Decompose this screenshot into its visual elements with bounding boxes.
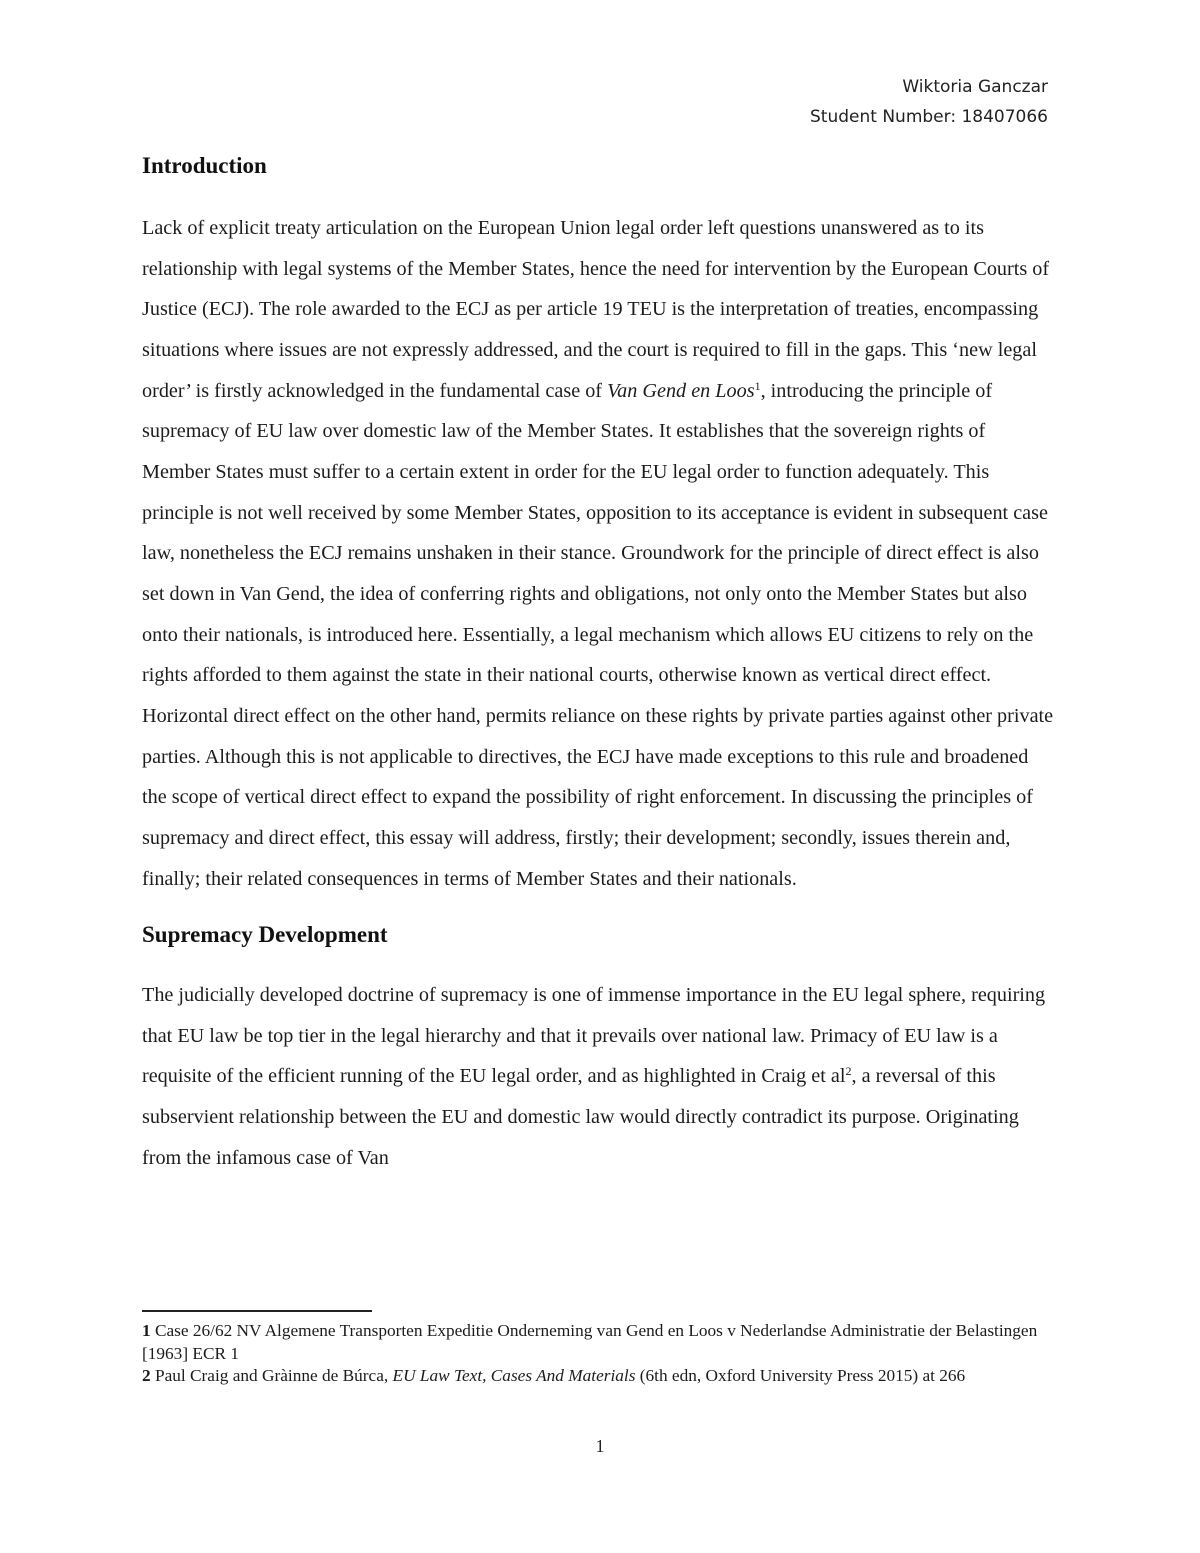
supremacy-text-part2: , a reversal of this subservient relationship between the EU and domestic law would directly contradict its purpose. Originating from the infamous case of Van bbox=[142, 1065, 1019, 1169]
footnote-1 bbox=[142, 1320, 1052, 1365]
supremacy-text-part1: The judicially developed doctrine of supremacy is one of immense importance in the EU legal sphere, requiring that EU law be top tier in the legal hierarchy and that it prevails over national law. Primacy of EU law is a requisite of the efficient running of the EU legal order, and as highlighted in Craig et al bbox=[142, 984, 1046, 1088]
footnote-book-title: EU Law Text, Cases And Materials bbox=[392, 1366, 636, 1385]
footnote-ref-2: 2 bbox=[845, 1064, 852, 1079]
student-number: 18407066 bbox=[961, 107, 1048, 127]
footnote-text-before: Paul Craig and Gràinne de Búrca, bbox=[150, 1366, 393, 1385]
case-name-van-gend: Van Gend en Loos bbox=[607, 379, 755, 402]
section-heading-supremacy: Supremacy Development bbox=[142, 922, 388, 948]
footnotes bbox=[142, 1320, 1052, 1388]
introduction-text-part1: Lack of explicit treaty articulation on the European Union legal order left questions unanswered as to its relationship with legal systems of the Member States, hence the need for intervention by the European Courts of Justice (ECJ). The role awarded to the ECJ as per article 19 TEU is the interpretation of treaties, encompassing situations where issues are not expressly addressed, and the court is required to fill in the gaps. This ‘new legal order’ is firstly acknowledged in the fundamental case of bbox=[142, 217, 1050, 402]
introduction-text-part2: , introducing the principle of supremacy of EU law over domestic law of the Member States. It establishes that the sovereign rights of Member States must suffer to a certain extent in order for the EU legal order to function adequately. This principle is not well received by some Member States, opposition to its acceptance is evident in subsequent case law, nonetheless the ECJ remains unshaken in their stance. Groundwork for the principle of direct effect is also set down in Van Gend, the idea of conferring rights and obligations, not only onto the Member States but also onto their nationals, is introduced here. Essentially, a legal mechanism which allows EU citizens to rely on the rights afforded to them against the state in their national courts, otherwise known as vertical direct effect. Horizontal direct effect on the other hand, permits reliance on these rights by private parties against other private parties. Although this is not applicable to directives, the ECJ have made exceptions to this rule and broadened the scope of vertical direct effect to expand the possibility of right enforcement. In discussing the principles of supremacy and direct effect, this essay will address, firstly; their development; secondly, issues therein and, finally; their related consequences in terms of Member States and their nationals. bbox=[142, 379, 1054, 890]
supremacy-paragraph bbox=[142, 975, 1054, 1178]
footnote-2 bbox=[142, 1365, 1052, 1388]
body-content bbox=[142, 148, 1054, 1178]
footnote-number: 2 bbox=[142, 1366, 151, 1385]
footnote-number: 1 bbox=[142, 1321, 151, 1340]
page-number: 1 bbox=[595, 1436, 605, 1456]
footnote-ref-1: 1 bbox=[754, 378, 761, 393]
introduction-paragraph bbox=[142, 208, 1054, 899]
author-name: Wiktoria Ganczar bbox=[902, 77, 1048, 97]
page-header bbox=[810, 72, 1048, 132]
footnote-text: Case 26/62 NV Algemene Transporten Expeditie Onderneming van Gend en Loos v Nederlandse Administratie der Belastingen [1963] ECR 1 bbox=[142, 1321, 1038, 1363]
student-number-label: Student Number: bbox=[810, 107, 962, 127]
section-heading-introduction: Introduction bbox=[142, 153, 267, 178]
footnote-text-after: (6th edn, Oxford University Press 2015) at 266 bbox=[635, 1366, 966, 1385]
footnote-separator bbox=[142, 1310, 372, 1312]
student-number-line bbox=[810, 102, 1048, 132]
